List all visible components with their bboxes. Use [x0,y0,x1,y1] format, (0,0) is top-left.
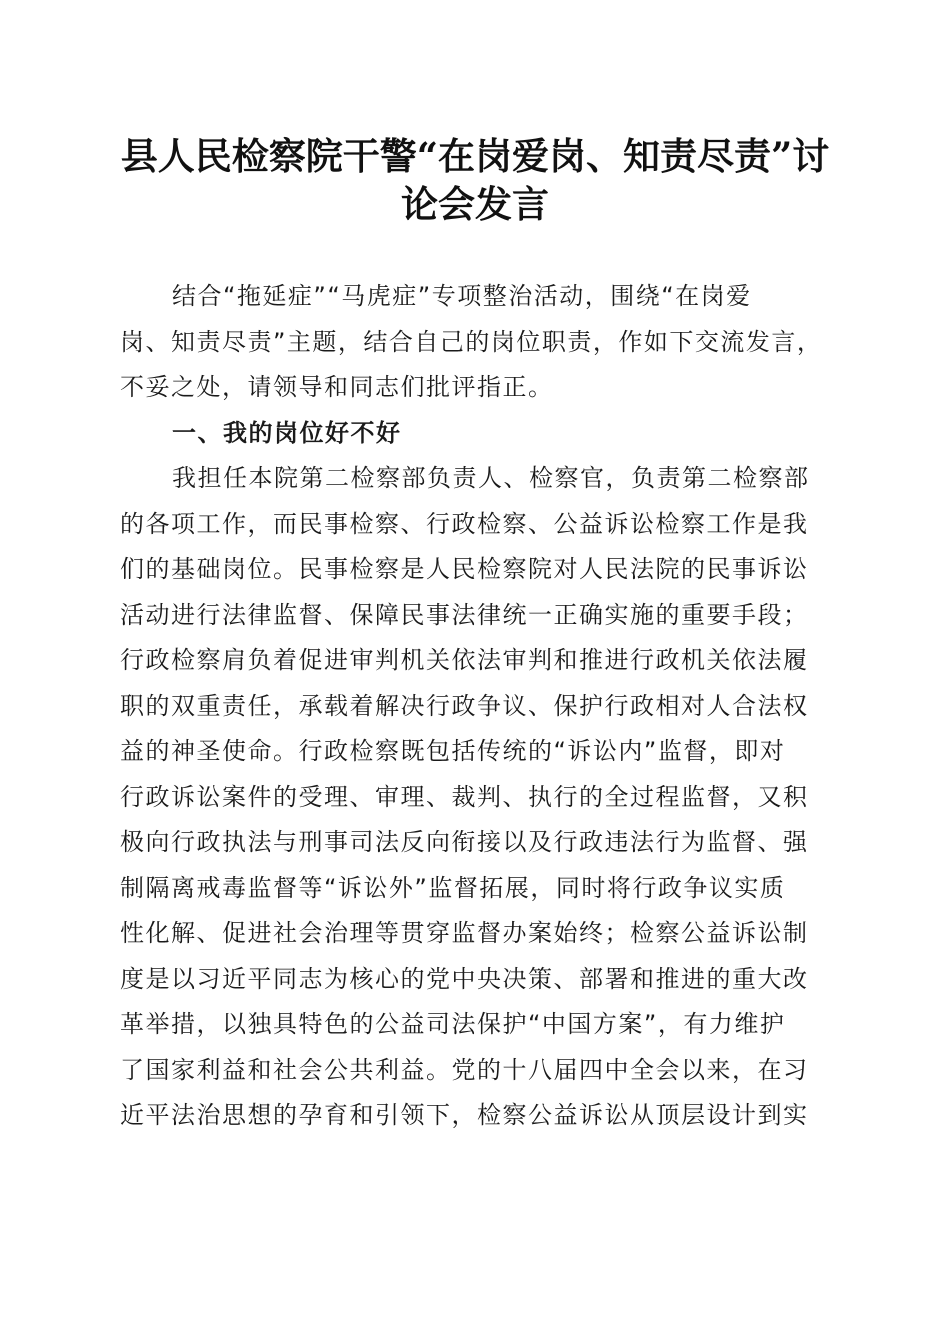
paragraph-line: 革举措，以独具特色的公益司法保护“中国方案”，有力维护 [120,1010,786,1038]
intro-line: 不妥之处，请领导和同志们批评指正。 [120,373,554,401]
document-body [120,274,840,1139]
paragraph-line: 度是以习近平同志为核心的党中央决策、部署和推进的重大改 [120,964,809,993]
section-heading: 一、我的岗位好不好 [172,418,402,447]
paragraph-line: 近平法治思想的孕育和引领下，检察公益诉讼从顶层设计到实 [120,1101,809,1129]
intro-paragraph [120,274,840,411]
intro-line: 结合“拖延症”“马虎症”专项整治活动，围绕“在岗爱 [172,282,752,310]
paragraph-line: 我担任本院第二检察部负责人、检察官，负责第二检察部 [172,464,810,492]
paragraph-line: 了国家利益和社会公共利益。党的十八届四中全会以来，在习 [120,1055,809,1084]
paragraph-line: 职的双重责任，承载着解决行政争议、保护行政相对人合法权 [120,691,809,720]
paragraph-line: 的各项工作，而民事检察、行政检察、公益诉讼检察工作是我 [120,509,809,538]
intro-line: 岗、知责尽责”主题，结合自己的岗位职责，作如下交流发言， [120,327,823,356]
paragraph-line: 活动进行法律监督、保障民事法律统一正确实施的重要手段； [120,600,809,629]
paragraph-line: 行政诉讼案件的受理、审理、裁判、执行的全过程监督，又积 [120,782,809,811]
paragraph-line: 极向行政执法与刑事司法反向衔接以及行政违法行为监督、强 [120,828,809,856]
paragraph-line: 性化解、促进社会治理等贯穿监督办案始终；检察公益诉讼制 [120,919,809,947]
section-paragraph [120,456,840,1139]
paragraph-line: 行政检察肩负着促进审判机关依法审判和推进行政机关依法履 [120,646,809,674]
paragraph-line: 们的基础岗位。民事检察是人民检察院对人民法院的民事诉讼 [120,555,809,583]
paragraph-line: 益的神圣使命。行政检察既包括传统的“诉讼内”监督，即对 [120,737,786,765]
paragraph-line: 制隔离戒毒监督等“诉讼外”监督拓展，同时将行政争议实质 [120,873,786,902]
title-line-1: 县人民检察院干警“在岗爱岗、知责尽责”讨 [120,134,830,178]
title-line-2: 论会发言 [401,182,549,226]
page-title [95,132,855,228]
